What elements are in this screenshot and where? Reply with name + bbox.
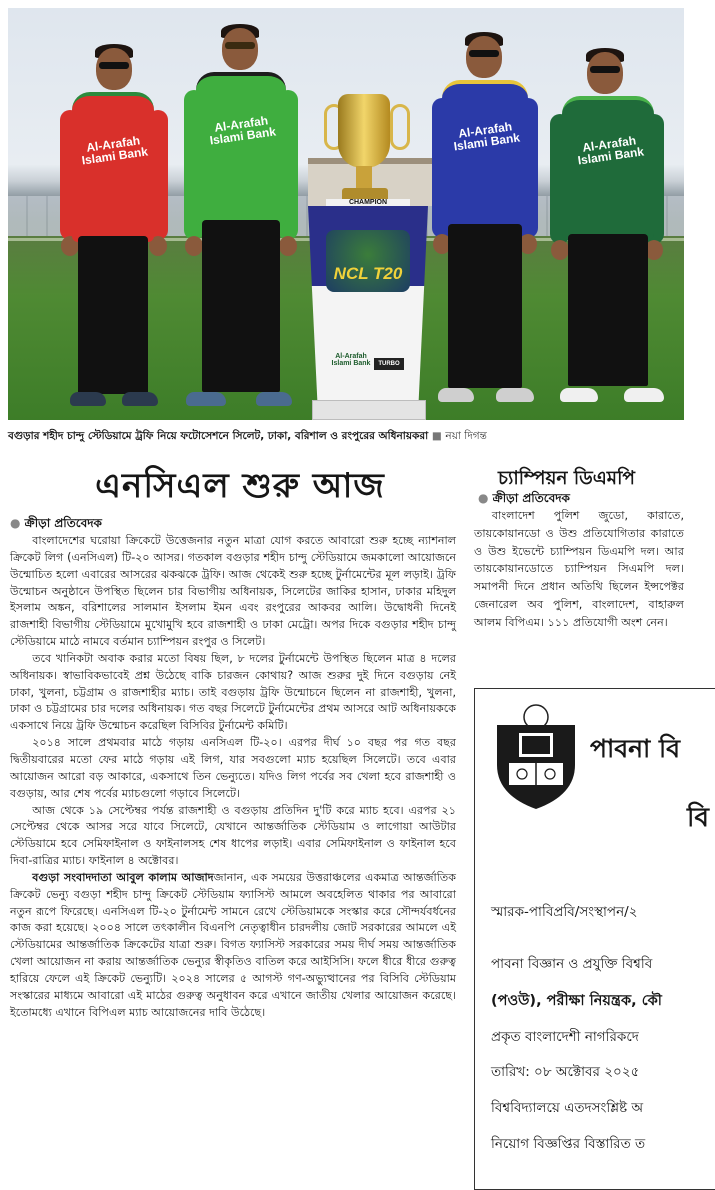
photo-credit: নয়া দিগন্ত [445,430,487,442]
turbo-logo: TURBO [374,358,404,370]
ad-text-line: নিয়োগ বিজ্ঞপ্তির বিস্তারিত ত [491,1136,646,1152]
caption-bullet-icon: ■ [431,430,446,442]
bullet-icon: ● [10,516,25,530]
captain-rangpur [48,40,178,420]
ad-date-line: তারিখ: ০৮ অক্টোবর ২০২৫ [491,1064,640,1080]
article-paragraph [10,870,456,1022]
jersey-sponsor: Al-Arafah Islami Bank [80,133,149,168]
side-article-body [474,507,684,632]
ncl-logo-text: NCL T20 [333,264,403,283]
bullet-icon: ● [478,491,493,505]
main-article-body [10,533,456,1021]
photo-caption [8,429,684,446]
article-paragraph: বাংলাদেশের ঘরোয়া ক্রিকেটে উত্তেজনার নতুন মাত্রা যোগ করতে আবারো শুরু হচ্ছে ন্যাশনাল ক্রিকেট লিগ (এনসিএল) টি-২০ আসর। গতকাল বগুড়ার শহীদ চান্দু স্টেডিয়ামে জমকালো আয়োজনে উন্মোচিত হলো এবারের আসরের ঝকঝকে ট্রফি। আজ থেকেই শুরু হচ্ছে টুর্নামেন্টের মূল লড়াই। ট্রফি উন্মোচন অনুষ্ঠানে উপস্থিত ছিলেন চার বিভাগীয় অধিনায়ক, সিলেটের জাকির হাসান, ঢাকার মহিদুল ইসলাম অঙ্কন, বরিশালের সালমান ইসলাম ইমন এবং রংপুরের আকবর আলি। উদ্বোধনী দিনেই রাজশাহী বিভাগীয় স্টেডিয়ামে মুখোমুখি হবে রাজশাহী ও ঢাকা মেট্রো। অপর দিকে বগুড়ার শহীদ চান্দু স্টেডিয়ামে মাঠে নামবে বর্তমান চ্যাম্পিয়ন রংপুর ও সিলেট। [10,534,456,649]
university-notice-ad [474,688,715,1190]
captain-dhaka [540,44,676,420]
stand-sponsor: Al-Arafah Islami Bank [331,353,371,367]
main-byline [10,515,102,535]
main-headline: এনসিএল শুরু আজ [95,466,385,506]
side-headline: চ্যাম্পিয়ন ডিএমপি [498,468,635,489]
captain-sylhet [176,20,306,420]
ad-text-line: (পওউ), পরীক্ষা নিয়ন্ত্রক, কৌ [491,993,662,1009]
article-paragraph: ২০১৪ সালে প্রথমবার মাঠে গড়ায় এনসিএল টি-২০। এরপর দীর্ঘ ১০ বছর পর গত বছর দ্বিতীয়বারের মতো ফের মাঠে গড়ায় এই লিগ, যার সবগুলো ম্যাচ হয়েছিল সিলেটে। তবে এবার আয়োজন আরো বড় আকারে, একসাথে তিন ভেন্যুতে। যদিও লিগ পর্বের সব খেলা হবে রাজশাহী ও বগুড়ায়, আর শেষ পর্বের ম্যাচগুলো গড়াবে সিলেটে। [10,736,456,800]
caption-text: বগুড়ার শহীদ চান্দু স্টেডিয়ামে ট্রফি নিয়ে ফটোসেশনে সিলেট, ঢাকা, বরিশাল ও রংপুরের অধিনায়করা [8,430,429,442]
university-crest-icon [489,703,583,813]
jersey-sponsor: Al-Arafah Islami Bank [208,113,277,148]
ad-memo-line: স্মারক-পাবিপ্রবি/সংস্থাপন/২ [491,904,638,920]
article-paragraph: তবে খানিকটা অবাক করার মতো বিষয় ছিল, ৮ দলের টুর্নামেন্টে উপস্থিত ছিলেন মাত্র ৪ দলের অধিনায়ক। স্বাভাবিকভাবেই প্রশ্ন উঠেছে বাকি চারজন কোথায়? আজ শুরুর দুই দিনে বগুড়ায় নেই ঢাকা, খুলনা, চট্টগ্রাম ও রাজশাহীর ম্যাচ। তাই বগুড়ায় ট্রফি উন্মোচনে ছিলেন না রাজশাহী, খুলনা, ঢাকা ও চট্টগ্রামের চার দলের অধিনায়ক। গত বছর সিলেটে টুর্নামেন্টের প্রথম আসরে আট অধিনায়ককে একসাথে নিয়ে ট্রফি উন্মোচন করেছিল বিসিবির টুর্নামেন্ট কমিটি। [10,651,456,733]
trophy-base [312,400,426,420]
jersey-sponsor: Al-Arafah Islami Bank [452,119,521,154]
article-paragraph: বাংলাদেশ পুলিশ জুডো, কারাতে, তায়কোয়ানডো ও উশু প্রতিযোগিতার কারাতে ও উশু ইভেন্টে চ্যাম্পিয়ন ডিএমপি দল। আর তায়কোয়ানডোতে চ্যাম্পিয়ন সিএমপি দল। সমাপনী দিনে প্রধান অতিথি ছিলেন ইন্সপেক্টর জেনারেল অব পুলিশ, বাংলাদেশ, বাহারুল আলম বিপিএম। ১১১ প্রতিযোগী অংশ নেন। [474,509,684,629]
ad-subtitle: বি [687,803,709,833]
trophy-cup [338,94,390,168]
ad-title: পাবনা বি [590,734,681,763]
article-paragraph: আজ থেকে ১৯ সেপ্টেম্বর পর্যন্ত রাজশাহী ও বগুড়ায় প্রতিদিন দু'টি করে ম্যাচ হবে। এরপর ২১ সেপ্টেম্বর থেকে আসর সরে যাবে সিলেটে, যেখানে আন্তর্জাতিক স্টেডিয়াম ও লাগোয়া আউটার স্টেডিয়ামে হবে সেমিফাইনাল ও ফাইনালসহ শেষ ধাপের লড়াই। এবার সেমিফাইনাল ও ফাইনাল হবে দিবা-রাত্রির ম্যাচ। ফাইনাল ৪ অক্টোবর। [10,803,456,868]
ad-text-line: বিশ্ববিদ্যালয়ে এতদসংশ্লিষ্ট অ [491,1100,644,1116]
correspondent-name: বগুড়া সংবাদদাতা আবুল কালাম আজাদ [32,870,214,884]
paragraph-rest: জানান, এক সময়ের উত্তরাঞ্চলের একমাত্র আন্তর্জাতিক ক্রিকেট ভেন্যু বগুড়া শহীদ চান্দু ক্রিকেট স্টেডিয়াম ফ্যাসিস্ট আমলে অবহেলিত থাকার পর আবারো নতুন রূপে ফিরেছে। এনসিএল টি-২০ টুর্নামেন্ট সামনে রেখে স্টেডিয়ামকে সংস্কার করে সৌন্দর্যবর্ধনের কাজ করা হয়েছে। ২০০৪ সালে তৎকালীন বিএনপি নেতৃত্বাধীন চারদলীয় জোট সরকারের আমলে এই স্টেডিয়ামের আন্তর্জাতিক ক্রিকেটের যাত্রা শুরু। বিগত ফ্যাসিস্ট সরকারের সময় দীর্ঘ সময় আন্তর্জাতিক খেলা আয়োজন না করায় আন্তর্জাতিক ভেন্যুর স্বীকৃতিও বাতিল করে আইসিসি। ফলে ধীরে ধীরে গুরুত্ব হারিয়ে ফেলে এই ক্রিকেট ভেন্যুটি। ২০২৪ সালের ৫ আগস্ট গণ-অভ্যুত্থানের পর বিসিবি স্টেডিয়াম সংস্কারের মাধ্যমে আবারো এই মাঠের গুরুত্ব অনুধাবন করে এখানে জাতীয় খেলার আয়োজন করেছে। ইতোমধ্যে এখানে বিপিএল ম্যাচ আয়োজনের দাবি উঠেছে। [10,870,456,1019]
ad-text-line: পাবনা বিজ্ঞান ও প্রযুক্তি বিশ্ববি [491,956,653,972]
ad-text-line: প্রকৃত বাংলাদেশী নাগরিকদে [491,1029,639,1045]
byline-text: ক্রীড়া প্রতিবেদক [492,491,570,505]
byline-text: ক্রীড়া প্রতিবেদক [24,516,102,530]
captain-barishal [420,28,550,420]
trophy-stem [356,166,372,190]
trophy-label: CHAMPION [326,199,410,206]
trophy-handle-right [390,104,410,150]
jersey-sponsor: Al-Arafah Islami Bank [576,133,645,168]
lead-photo [8,8,684,420]
